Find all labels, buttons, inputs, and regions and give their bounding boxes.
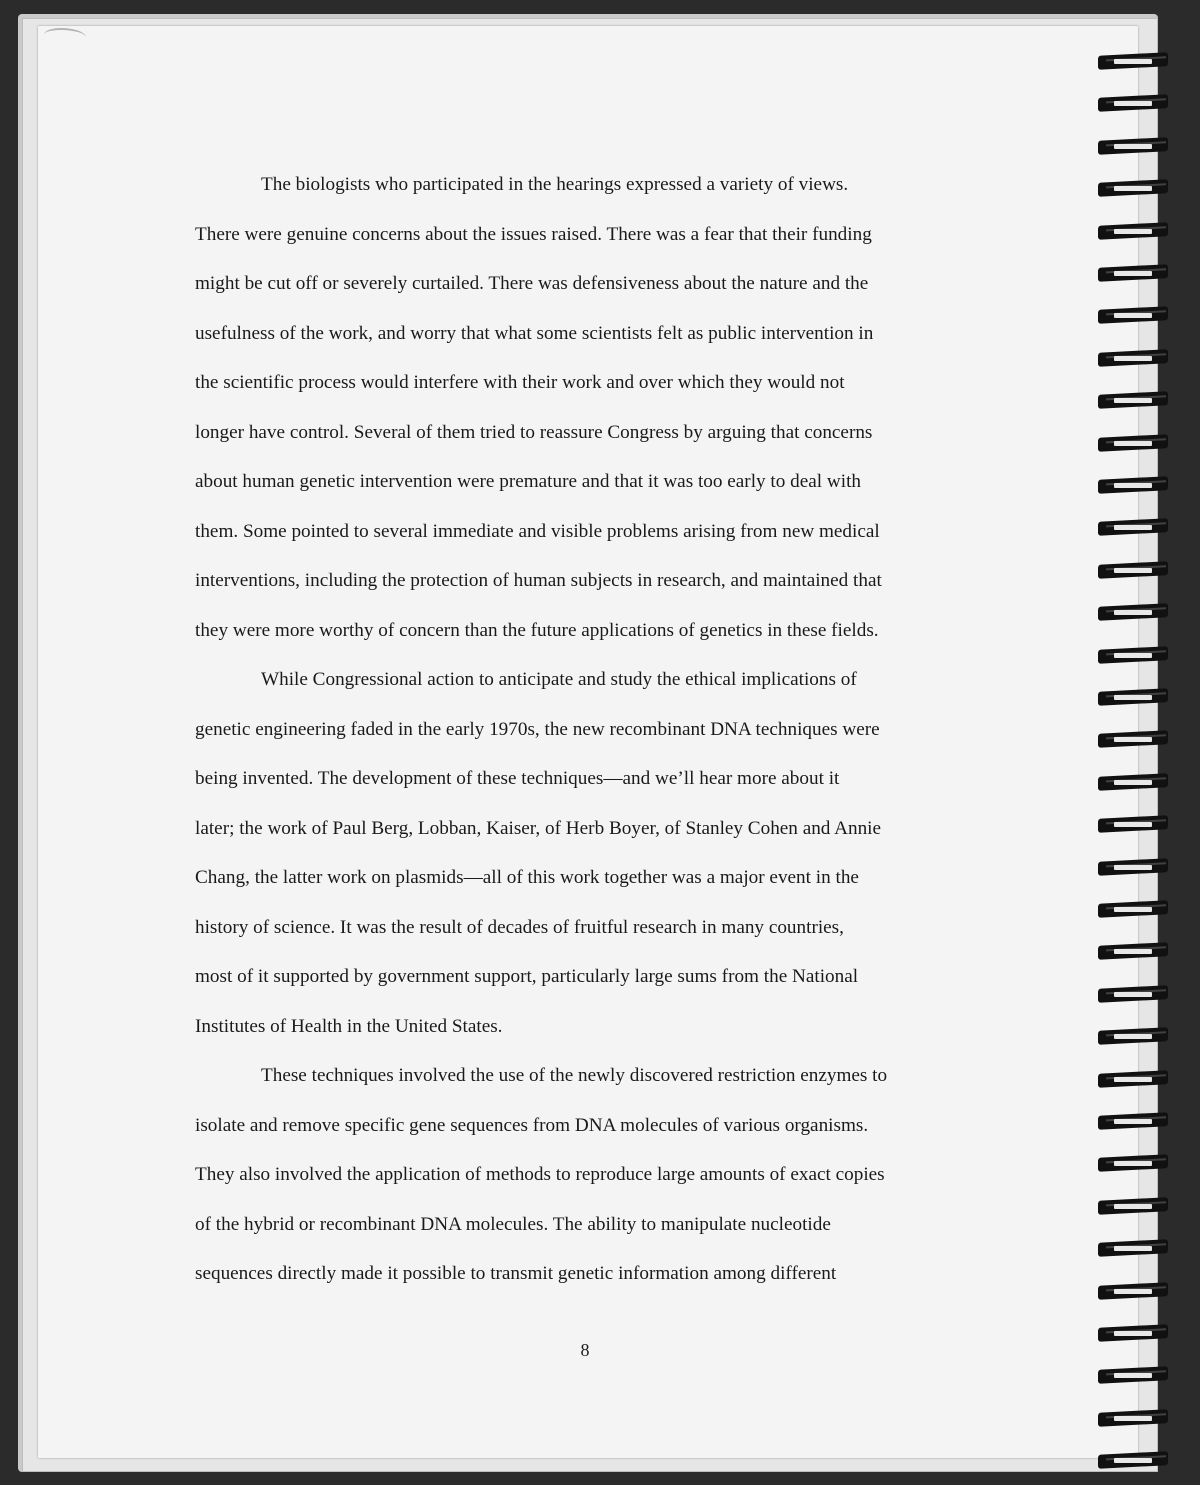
spiral-coil — [1094, 773, 1174, 795]
spiral-coil-hole — [1114, 1204, 1152, 1209]
spiral-coil-hole — [1114, 186, 1152, 191]
spiral-coil-hole — [1114, 1373, 1152, 1378]
spiral-coil — [1094, 1282, 1174, 1304]
spiral-coil-hole — [1114, 568, 1152, 573]
text-line: Chang, the latter work on plasmids—all of this work together was a major event in the — [195, 867, 859, 888]
spiral-coil — [1094, 561, 1174, 583]
spiral-coil — [1094, 985, 1174, 1007]
text-line: of the hybrid or recombinant DNA molecules. The ability to manipulate nucleotide — [195, 1213, 831, 1235]
spiral-coil-hole — [1114, 1331, 1152, 1336]
spiral-coil — [1094, 730, 1174, 752]
spiral-coil-hole — [1114, 483, 1152, 488]
corner-pencil-mark — [44, 28, 86, 44]
spiral-coil — [1094, 222, 1174, 244]
spiral-coil-hole — [1114, 441, 1152, 446]
spiral-coil — [1094, 349, 1174, 371]
paragraph-2 — [195, 655, 985, 1051]
spiral-coil-hole — [1114, 653, 1152, 658]
spiral-coil — [1094, 1112, 1174, 1134]
text-line: being invented. The development of these techniques—and we’ll hear more about it — [195, 768, 840, 789]
text-line: usefulness of the work, and worry that what some scientists felt as public intervention in — [195, 322, 874, 344]
spiral-coil — [1094, 1197, 1174, 1219]
spiral-coil — [1094, 1409, 1174, 1431]
spiral-coil — [1094, 858, 1174, 880]
spiral-coil-hole — [1114, 1246, 1152, 1251]
spiral-coil — [1094, 306, 1174, 328]
spiral-coil — [1094, 1070, 1174, 1092]
spiral-coil-hole — [1114, 525, 1152, 530]
spiral-coil — [1094, 688, 1174, 710]
text-line: might be cut off or severely curtailed. There was defensiveness about the nature and the — [195, 273, 869, 294]
text-line: genetic engineering faded in the early 1970s, the new recombinant DNA techniques were — [195, 718, 880, 740]
spiral-coil — [1094, 518, 1174, 540]
spiral-coil — [1094, 603, 1174, 625]
spiral-coil — [1094, 646, 1174, 668]
spiral-binding — [1094, 40, 1184, 1460]
text-line: later; the work of Paul Berg, Lobban, Kaiser, of Herb Boyer, of Stanley Cohen and Annie — [195, 817, 882, 839]
spiral-coil — [1094, 391, 1174, 413]
spiral-coil-hole — [1114, 59, 1152, 64]
text-line: the scientific process would interfere with their work and over which they would not — [195, 372, 845, 393]
spiral-coil-hole — [1114, 1416, 1152, 1421]
spiral-coil — [1094, 264, 1174, 286]
text-line: These techniques involved the use of the newly discovered restriction enzymes to — [261, 1065, 888, 1086]
text-line: them. Some pointed to several immediate and visible problems arising from new medical — [195, 520, 880, 542]
spiral-coil — [1094, 1027, 1174, 1049]
text-line: Institutes of Health in the United States. — [195, 1015, 503, 1037]
spiral-coil-hole — [1114, 398, 1152, 403]
spiral-coil — [1094, 900, 1174, 922]
spiral-coil-hole — [1114, 610, 1152, 615]
spiral-coil-hole — [1114, 101, 1152, 106]
text-line: most of it supported by government support, particularly large sums from the National — [195, 966, 859, 987]
text-line: they were more worthy of concern than the future applications of genetics in these fields. — [195, 619, 879, 641]
spiral-coil-hole — [1114, 313, 1152, 318]
page-number: 8 — [580, 1340, 590, 1360]
text-line: isolate and remove specific gene sequences from DNA molecules of various organisms. — [195, 1114, 869, 1136]
spiral-coil — [1094, 179, 1174, 201]
spiral-coil-hole — [1114, 907, 1152, 912]
spiral-coil — [1094, 137, 1174, 159]
spiral-coil — [1094, 94, 1174, 116]
spiral-coil-hole — [1114, 1161, 1152, 1166]
paragraph-3 — [195, 1051, 985, 1299]
spiral-coil-hole — [1114, 695, 1152, 700]
spiral-coil-hole — [1114, 1077, 1152, 1082]
spiral-coil-hole — [1114, 822, 1152, 827]
text-line: There were genuine concerns about the issues raised. There was a fear that their funding — [195, 223, 872, 245]
spiral-coil — [1094, 942, 1174, 964]
text-line: While Congressional action to anticipate and study the ethical implications of — [261, 669, 857, 690]
spiral-coil — [1094, 52, 1174, 74]
spiral-coil-hole — [1114, 1034, 1152, 1039]
text-line: history of science. It was the result of decades of fruitful research in many countries, — [195, 916, 844, 938]
spiral-coil-hole — [1114, 1289, 1152, 1294]
spiral-coil — [1094, 1154, 1174, 1176]
text-line: The biologists who participated in the hearings expressed a variety of views. — [261, 174, 849, 195]
spiral-coil — [1094, 1324, 1174, 1346]
spiral-coil-hole — [1114, 780, 1152, 785]
spiral-coil — [1094, 476, 1174, 498]
spiral-coil — [1094, 1451, 1174, 1473]
spiral-coil — [1094, 1239, 1174, 1261]
spiral-coil-hole — [1114, 865, 1152, 870]
spiral-coil-hole — [1114, 229, 1152, 234]
paragraph-1 — [195, 160, 985, 655]
text-line: about human genetic intervention were premature and that it was too early to deal with — [195, 471, 862, 492]
spiral-coil-hole — [1114, 949, 1152, 954]
spiral-coil-hole — [1114, 737, 1152, 742]
text-line: sequences directly made it possible to transmit genetic information among different — [195, 1263, 837, 1284]
spiral-coil-hole — [1114, 992, 1152, 997]
spiral-coil-hole — [1114, 144, 1152, 149]
text-line: interventions, including the protection of human subjects in research, and maintained that — [195, 570, 882, 591]
spiral-coil-hole — [1114, 271, 1152, 276]
text-line: longer have control. Several of them tried to reassure Congress by arguing that concerns — [195, 421, 873, 443]
spiral-coil — [1094, 1366, 1174, 1388]
spiral-coil-hole — [1114, 1458, 1152, 1463]
spiral-coil-hole — [1114, 356, 1152, 361]
text-line: They also involved the application of methods to reproduce large amounts of exact copies — [195, 1164, 885, 1185]
spiral-coil — [1094, 815, 1174, 837]
body-text — [195, 160, 985, 1299]
spiral-coil — [1094, 434, 1174, 456]
spiral-coil-hole — [1114, 1119, 1152, 1124]
